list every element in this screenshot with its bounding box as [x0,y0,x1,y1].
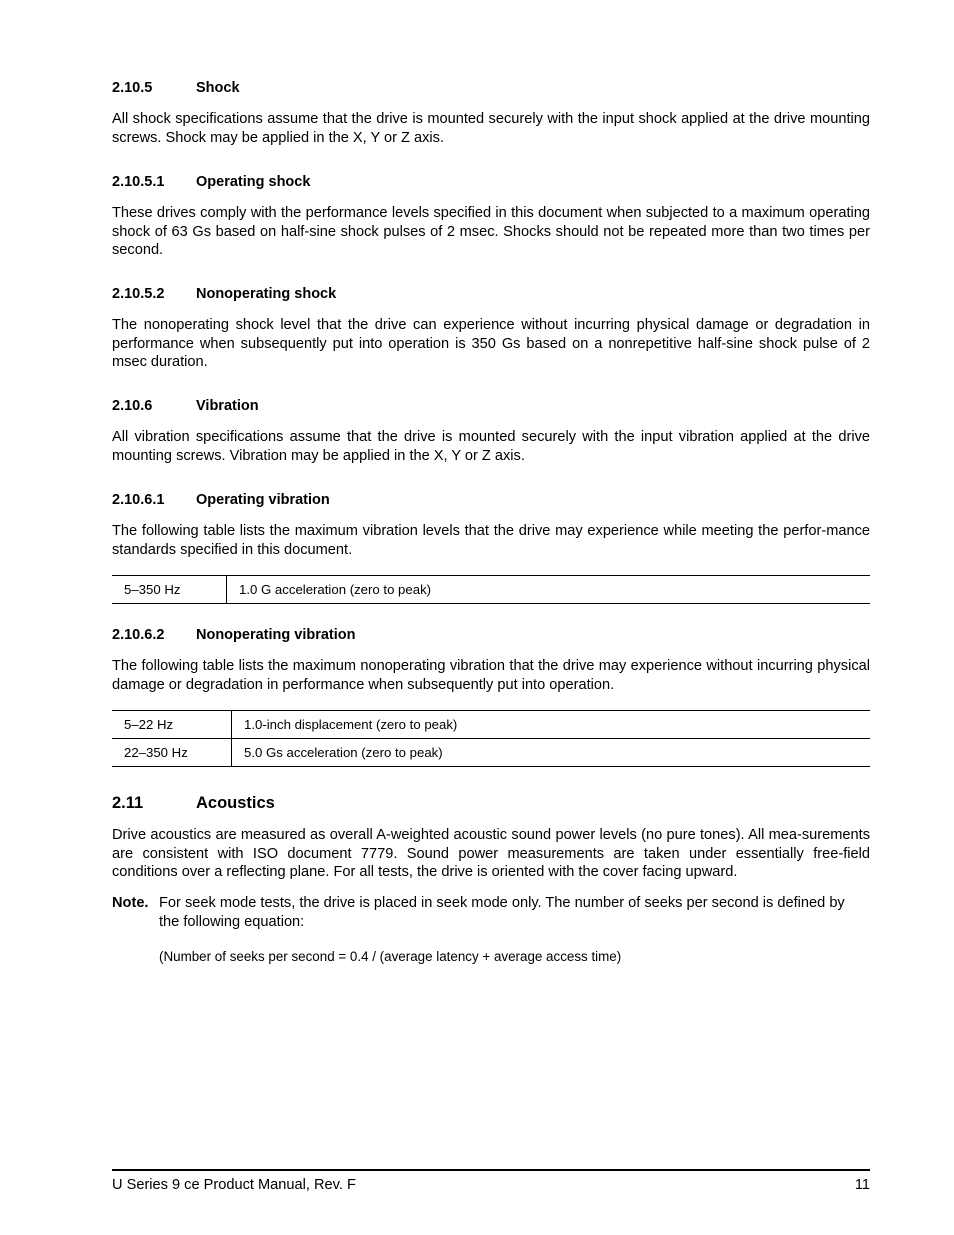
section-title: Operating vibration [196,492,330,508]
section-body-vibration: All vibration specifications assume that the drive is mounted securely with the input vibration applied at the drive mounting screws. Vibration may be applied in the X, Y or Z axis. [112,429,870,464]
table-cell-range: 5–22 Hz [112,711,232,739]
section-title: Vibration [196,398,259,414]
section-title: Shock [196,80,240,96]
table-row [112,711,870,739]
section-heading-operating-shock [112,174,310,190]
section-heading-vibration [112,398,259,414]
table-cell-spec: 5.0 Gs acceleration (zero to peak) [232,739,871,767]
section-body-acoustics: Drive acoustics are measured as overall A-weighted acoustic sound power levels (no pure tones). All mea-surements are consistent with ISO document 7779. Sound power measurements are taken under essentially free-field conditions over a reflecting plane. For all tests, the drive is oriented with the cover facing upward. [112,827,870,881]
footer-divider [112,1169,870,1171]
section-title: Nonoperating vibration [196,627,356,643]
note-block [112,894,870,931]
section-body-nonoperating-shock: The nonoperating shock level that the drive can experience without incurring physical damage or degradation in performance when subsequently put into operation is 350 Gs based on a nonrepetitive half-sine shock pulse of 2 msec duration. [112,317,870,371]
section-heading-shock [112,80,240,96]
section-body-nonoperating-vibration: The following table lists the maximum nonoperating vibration that the drive may experience without incurring physical damage or degradation in performance when subsequently put into operation. [112,658,870,693]
section-number: 2.10.5.2 [112,286,165,302]
section-body-operating-shock: These drives comply with the performance levels specified in this document when subjected to a maximum operating shock of 63 Gs based on half-sine shock pulses of 2 msec. Shocks should not be repeated more than two times per second. [112,205,870,259]
section-heading-acoustics [112,794,275,813]
section-number: 2.10.6 [112,398,153,414]
note-body: For seek mode tests, the drive is placed in seek mode only. The number of seeks per second is defined by the following equation: [159,895,845,930]
note-label: Note. [112,895,149,911]
section-number: 2.10.5 [112,80,153,96]
section-number: 2.10.6.2 [112,627,165,643]
section-number: 2.11 [112,794,144,812]
section-body-shock: All shock specifications assume that the drive is mounted securely with the input shock applied at the drive mounting screws. Shock may be applied in the X, Y or Z axis. [112,111,870,146]
table-cell-range: 5–350 Hz [112,576,227,604]
footer-page-number: 11 [854,1177,870,1193]
table-cell-spec: 1.0-inch displacement (zero to peak) [232,711,871,739]
table-row [112,739,870,767]
section-body-operating-vibration: The following table lists the maximum vibration levels that the drive may experience while meeting the perfor-mance standards specified in this document. [112,523,870,558]
section-heading-nonoperating-vibration [112,627,356,643]
table-cell-spec: 1.0 G acceleration (zero to peak) [227,576,871,604]
section-number: 2.10.5.1 [112,174,165,190]
table-cell-range: 22–350 Hz [112,739,232,767]
seek-equation: (Number of seeks per second = 0.4 / (average latency + average access time) [159,949,622,964]
section-heading-nonoperating-shock [112,286,336,302]
operating-vibration-table [112,575,870,604]
table-row [112,576,870,604]
section-title: Acoustics [196,794,275,812]
footer-document-title: U Series 9 ce Product Manual, Rev. F [112,1177,356,1193]
section-title: Nonoperating shock [196,286,337,302]
section-number: 2.10.6.1 [112,492,165,508]
nonoperating-vibration-table [112,710,870,767]
section-heading-operating-vibration [112,492,330,508]
section-title: Operating shock [196,174,311,190]
